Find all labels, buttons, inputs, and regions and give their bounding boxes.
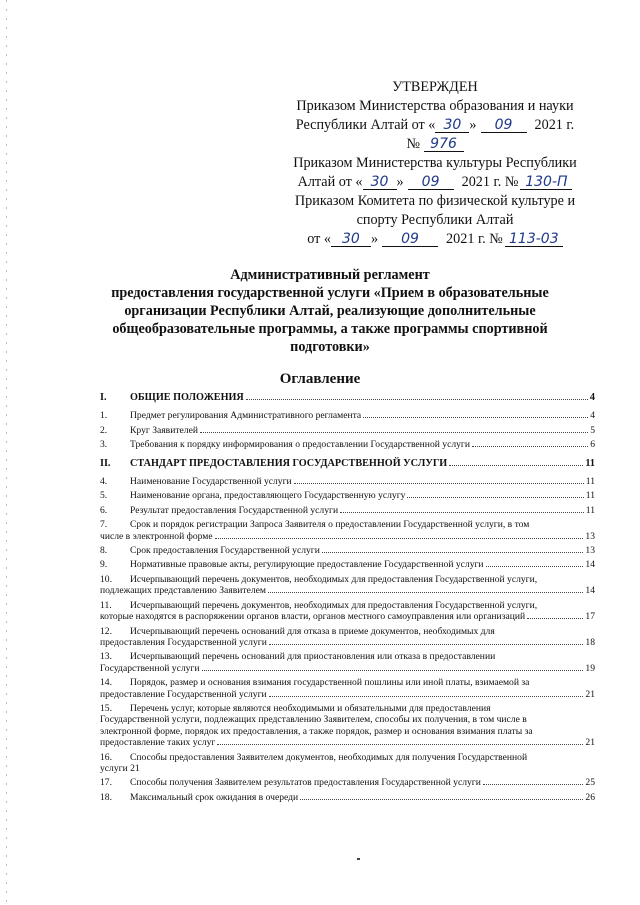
toc-item[interactable] [100, 703, 595, 749]
toc-text: предоставление таких услуг [100, 737, 216, 749]
toc-item[interactable] [100, 677, 595, 700]
toc-item[interactable] [100, 626, 595, 649]
toc-line [100, 531, 595, 542]
toc-num: 3. [100, 439, 108, 451]
approval-text: Республики Алтай от « [295, 117, 436, 133]
toc-line [100, 585, 595, 596]
toc-text: предоставления Государственной услуги [100, 636, 267, 648]
toc-leader [268, 592, 583, 593]
toc-text: Способы получения Заявителем результатов предоставления Государственной услуги [130, 777, 481, 789]
toc-text: ОБЩИЕ ПОЛОЖЕНИЯ [130, 392, 244, 403]
toc-line: электронной форме, порядок их предоставления, а также порядок, размер и основания взимания платы за [100, 725, 533, 737]
approval-text: 2021 г. № [446, 231, 503, 247]
toc-item[interactable] [100, 792, 595, 803]
toc-page: 17 [585, 611, 595, 623]
toc-text: Государственной услуги [100, 662, 200, 674]
toc-page: 11 [585, 476, 595, 488]
toc-page: 5 [590, 424, 595, 436]
toc-text: Срок и порядок регистрации Запроса Заявителя о предоставлении Государственной услуги, в том [130, 519, 530, 531]
toc-line [100, 737, 595, 748]
toc-leader [472, 446, 588, 447]
toc-line [100, 689, 595, 700]
toc-page: 11 [585, 490, 595, 502]
toc-text: предоставление Государственной услуги [100, 688, 267, 700]
toc-leader [269, 644, 584, 645]
title-line: предоставления государственной услуги «Прием в образовательные [111, 285, 549, 301]
toc-line [100, 663, 595, 674]
toc-item[interactable] [100, 574, 595, 597]
title-line: Административный регламент [230, 267, 430, 283]
toc-num: II. [100, 457, 111, 469]
scan-edge-marks [6, 0, 7, 905]
toc-num: 7. [100, 519, 108, 531]
toc-line [100, 637, 595, 648]
approval-text: » [370, 231, 379, 247]
toc-item[interactable] [100, 777, 595, 788]
toc-text: Максимальный срок ожидания в очереди [130, 791, 299, 803]
toc-item[interactable] [100, 600, 595, 623]
handwritten-month: 09 [481, 118, 527, 133]
toc-item[interactable] [100, 505, 595, 516]
approval-line-7: спорту Республики Алтай [356, 212, 514, 228]
title-line: организации Республики Алтай, реализующие дополнительные [124, 303, 536, 319]
title-line: подготовки» [290, 339, 370, 355]
toc-num: 1. [100, 410, 108, 422]
toc-item[interactable] [100, 559, 595, 570]
toc-num: 6. [100, 504, 108, 516]
toc-text: Требования к порядку информирования о предоставлении Государственной услуги [130, 439, 470, 451]
toc-leader [407, 497, 583, 498]
approval-block [265, 78, 605, 249]
toc-num: 9. [100, 559, 108, 571]
toc-text: Перечень услуг, которые являются необходимыми и обязательными для предоставления [130, 702, 491, 714]
toc-num: 16. [100, 751, 112, 763]
toc-line [100, 752, 595, 763]
table-of-contents [100, 392, 595, 803]
toc-num: 4. [100, 476, 108, 488]
handwritten-number: 976 [424, 137, 464, 152]
toc-line [100, 600, 595, 611]
toc-line [100, 677, 595, 688]
toc-leader [294, 483, 584, 484]
toc-item[interactable] [100, 519, 595, 542]
approval-text: 2021 г. № [461, 174, 519, 190]
toc-text: числе в электронной форме [100, 530, 213, 542]
toc-item[interactable] [100, 545, 595, 556]
toc-item[interactable] [100, 410, 595, 421]
toc-num: 17. [100, 777, 112, 789]
toc-page: 21 [585, 688, 595, 700]
toc-line [100, 574, 595, 585]
toc-item[interactable] [100, 425, 595, 436]
approval-line-2 [265, 116, 605, 135]
approval-line-8 [265, 230, 605, 249]
toc-num: 8. [100, 545, 108, 557]
toc-num: 15. [100, 702, 112, 714]
toc-section-1[interactable] [100, 392, 595, 403]
toc-page: 14 [585, 585, 595, 597]
toc-line [100, 651, 595, 662]
toc-page: 11 [585, 457, 595, 469]
toc-item[interactable] [100, 476, 595, 487]
toc-text: Наименование органа, предоставляющего Государственную услугу [130, 490, 406, 502]
approval-text: » [396, 174, 404, 190]
toc-leader [300, 799, 583, 800]
toc-section-2[interactable] [100, 458, 595, 469]
approval-text: № [406, 136, 420, 152]
toc-leader [269, 696, 584, 697]
toc-page: 4 [590, 410, 595, 422]
toc-page: 21 [585, 737, 595, 749]
toc-leader [363, 417, 588, 418]
toc-page: 6 [590, 439, 595, 451]
approval-line-4: Приказом Министерства культуры Республики [293, 155, 577, 171]
toc-text: Исчерпывающий перечень оснований для отказа в приеме документов, необходимых для [130, 625, 495, 637]
approval-line-6: Приказом Комитета по физической культуре и [294, 193, 576, 209]
toc-text: Нормативные правовые акты, регулирующие предоставление Государственной услуги [130, 559, 484, 571]
handwritten-day: 30 [331, 232, 371, 247]
approval-heading: УТВЕРЖДЕН [392, 79, 478, 95]
handwritten-number: 130-П [520, 175, 572, 190]
toc-heading: Оглавление [279, 371, 361, 387]
approval-text: » [469, 117, 477, 133]
handwritten-month: 09 [408, 175, 454, 190]
toc-text: Наименование Государственной услуги [130, 476, 292, 488]
toc-leader [486, 566, 584, 567]
toc-line [100, 626, 595, 637]
toc-line: услуги 21 [100, 762, 140, 774]
toc-text: СТАНДАРТ ПРЕДОСТАВЛЕНИЯ ГОСУДАРСТВЕННОЙ УСЛУГИ [130, 457, 448, 469]
toc-page: 14 [585, 559, 595, 571]
toc-item[interactable] [100, 651, 595, 674]
toc-leader [322, 552, 584, 553]
toc-line [100, 611, 595, 622]
title-line: общеобразовательные программы, а также программы спортивной [112, 321, 548, 337]
toc-item[interactable] [100, 439, 595, 450]
toc-page: 26 [585, 791, 595, 803]
toc-num: 13. [100, 651, 112, 663]
handwritten-number: 113-03 [505, 232, 563, 247]
toc-page: 4 [589, 392, 595, 403]
toc-page: 18 [585, 636, 595, 648]
toc-leader [217, 744, 583, 745]
toc-num: 10. [100, 573, 112, 585]
toc-leader [527, 618, 583, 619]
handwritten-day: 30 [363, 175, 397, 190]
scan-speck [357, 858, 360, 860]
toc-num: 14. [100, 677, 112, 689]
toc-text: Предмет регулирования Административного регламента [130, 410, 362, 422]
toc-leader [215, 538, 584, 539]
toc-num: 12. [100, 625, 112, 637]
toc-num: I. [100, 392, 107, 403]
document-title [100, 266, 560, 356]
approval-line-5 [265, 173, 605, 192]
toc-text: Результат предоставления Государственной услуги [130, 504, 339, 516]
toc-num: 2. [100, 424, 108, 436]
toc-text: Способы предоставления Заявителем документов, необходимых для получения Государственной [130, 751, 528, 763]
toc-page: 25 [585, 777, 595, 789]
approval-text: от « [307, 231, 331, 247]
toc-leader [246, 399, 588, 400]
toc-text: которые находятся в распоряжении органов власти, органов местного самоуправления или организаций [100, 611, 526, 623]
toc-page: 13 [585, 545, 595, 557]
toc-leader [483, 784, 584, 785]
toc-text: Круг Заявителей [130, 424, 198, 436]
toc-text: подлежащих представлению Заявителем [100, 585, 266, 597]
approval-line-3 [265, 135, 605, 154]
toc-item[interactable] [100, 490, 595, 501]
handwritten-month: 09 [382, 232, 438, 247]
toc-line [100, 519, 595, 530]
toc-text: Исчерпывающий перечень документов, необходимых для предоставления Государственной услуги, [130, 599, 538, 611]
toc-page: 11 [585, 504, 595, 516]
toc-page: 13 [585, 530, 595, 542]
approval-text: 2021 г. [534, 117, 575, 133]
toc-text: Исчерпывающий перечень документов, необходимых для предоставления Государственной услуги, [130, 573, 538, 585]
toc-leader [449, 465, 583, 466]
handwritten-day: 30 [435, 118, 469, 133]
approval-line-1: Приказом Министерства образования и науки [296, 98, 574, 114]
toc-text: Срок предоставления Государственной услуги [130, 545, 320, 557]
toc-num: 18. [100, 791, 112, 803]
toc-text: Порядок, размер и основания взимания государственной пошлины или иной платы, взимаемой за [130, 677, 530, 689]
toc-item[interactable] [100, 752, 595, 775]
toc-leader [202, 670, 584, 671]
toc-line: Государственной услуги, подлежащих представлению Заявителем, способы их получения, в том числе в [100, 714, 527, 726]
toc-leader [200, 432, 588, 433]
toc-line [100, 703, 595, 714]
approval-text: Алтай от « [297, 174, 363, 190]
toc-num: 5. [100, 490, 108, 502]
toc-leader [340, 512, 584, 513]
toc-num: 11. [100, 599, 112, 611]
toc-text: Исчерпывающий перечень оснований для приостановления или отказа в предоставлении [130, 651, 496, 663]
toc-page: 19 [585, 662, 595, 674]
